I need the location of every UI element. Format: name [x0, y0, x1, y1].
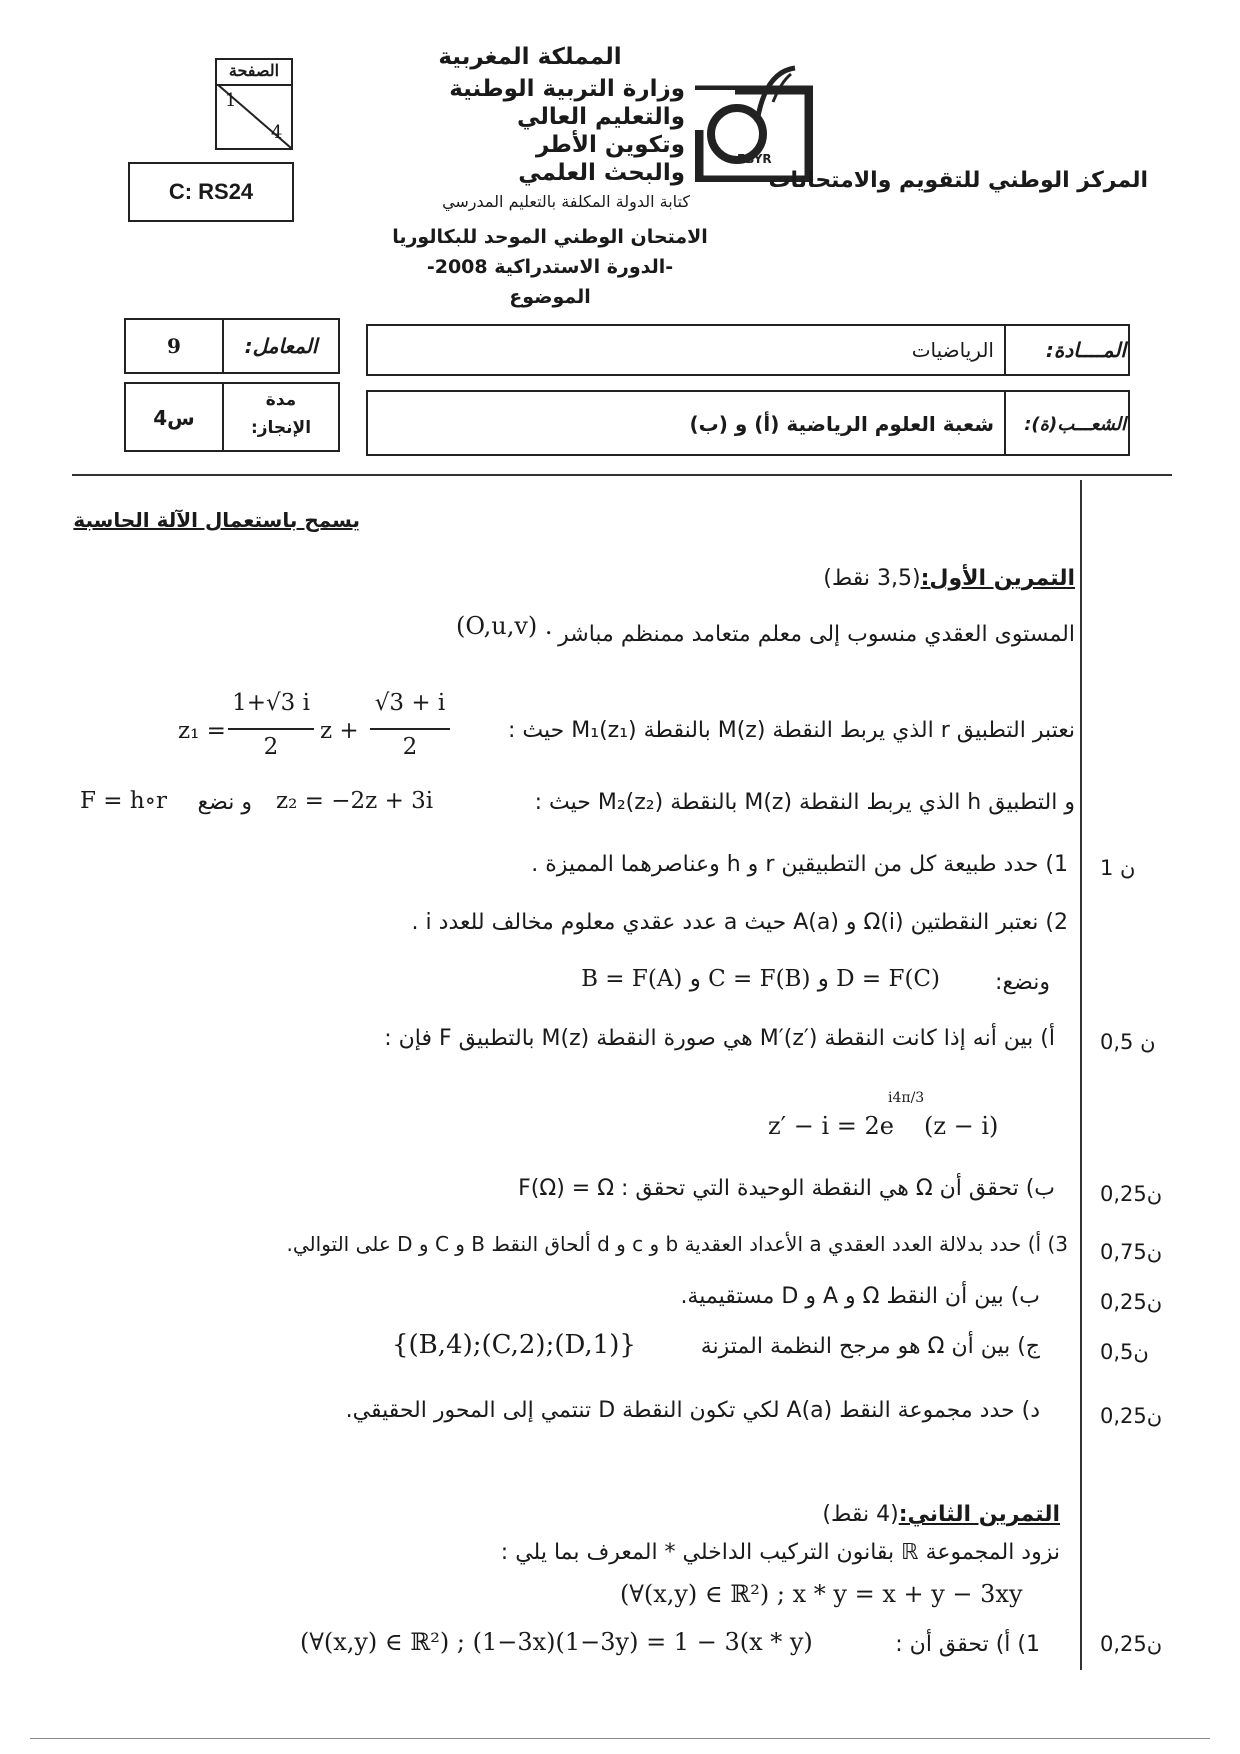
ministry-line-3: وتكوين الأطر — [535, 132, 685, 158]
r-frac2-num: √3 + i — [374, 690, 446, 716]
q2b-points: 0,25ن — [1100, 1182, 1163, 1206]
q2-text: 2) نعتبر النقطتين Ω(i) و A(a) حيث a عدد عقدي معلوم مخالف للعدد i . — [411, 910, 1068, 935]
r-frac1-num: 1+√3 i — [232, 690, 310, 716]
ex1-F-def: F = h∘r — [80, 788, 167, 814]
ex2-q1a-text: 1) أ) تحقق أن : — [895, 1632, 1040, 1657]
q3d-text: د) حدد مجموعة النقط A(a) لكي تكون النقطة D تنتمي إلى المحور الحقيقي. — [345, 1398, 1040, 1423]
q3d-points: 0,25ن — [1100, 1404, 1163, 1428]
r-lhs: z₁ = — [178, 718, 226, 744]
ex1-points: (3,5 نقط) — [823, 566, 921, 591]
ministry-line-1: وزارة التربية الوطنية — [449, 76, 685, 102]
ministry-line-4: والبحث العلمي — [518, 160, 685, 186]
ex2-q1a-points: 0,25ن — [1100, 1632, 1163, 1656]
coefficient-box — [124, 318, 340, 374]
q2a-formula — [768, 1082, 1008, 1152]
ex1-r-text: نعتبر التطبيق r الذي يربط النقطة M(z) بالنقطة M₁(z₁) حيث : — [508, 718, 1075, 743]
q2-let: ونضع: — [995, 970, 1050, 995]
q2a-exponent: i4π/3 — [888, 1090, 925, 1106]
ex1-intro — [300, 622, 1075, 647]
q2a-points: 0,5 ن — [1100, 1030, 1156, 1054]
ex1-frame — [456, 612, 553, 640]
evaluation-center: المركز الوطني للتقويم والامتحانات — [768, 168, 1148, 193]
ex1-r-formula — [178, 690, 468, 770]
page-number-box — [215, 58, 293, 150]
ex2-law: (∀(x,y) ∈ ℝ²) ; x * y = x + y − 3xy — [620, 1580, 1023, 1608]
r-frac1-den: 2 — [263, 734, 279, 760]
kingdom-title: المملكة المغربية — [438, 44, 622, 70]
branch-value: شعبة العلوم الرياضية (أ) و (ب) — [689, 412, 994, 436]
q3a-text: 3) أ) حدد بدلالة العدد العقدي a الأعداد العقدية b و c و d ألحاق النقط B و C و D على التوالي. — [286, 1232, 1068, 1256]
ex1-h-and: و نضع — [197, 790, 252, 815]
subject-box — [366, 324, 1130, 376]
q2a-rhs: (z − i) — [924, 1112, 999, 1140]
ex2-points: (4 نقط) — [822, 1502, 899, 1527]
ex1-intro-text: المستوى العقدي منسوب إلى معلم متعامد ممنظم مباشر — [558, 622, 1075, 647]
ex1-intro-math: (O,u,v) . — [456, 612, 553, 640]
ex2-title: التمرين الثاني: — [898, 1502, 1060, 1527]
coefficient-label: المعامل: — [244, 334, 318, 358]
q3b-text: ب) بين أن النقط Ω و A و D مستقيمية. — [680, 1284, 1040, 1309]
footer-rule — [30, 1738, 1210, 1739]
duration-value: 4س — [153, 406, 195, 430]
secretariat: كتابة الدولة المكلفة بالتعليم المدرسي — [442, 192, 690, 211]
margin-line — [1080, 480, 1082, 1670]
duration-box — [124, 382, 340, 452]
calculator-note-text: يسمح باستعمال الآلة الحاسبة — [73, 508, 360, 532]
q1-points: 1 ن — [1100, 856, 1136, 880]
header-divider — [72, 474, 1172, 476]
ex2-heading — [700, 1502, 1060, 1527]
q3c-math: {(B,4);(C,2);(D,1)} — [392, 1330, 636, 1360]
exam-subject-word: الموضوع — [509, 286, 591, 308]
exam-title: الامتحان الوطني الموحد للبكالوريا — [392, 226, 708, 248]
exam-code-box — [128, 162, 294, 222]
branch-label: الشعـــب(ة): — [1024, 414, 1126, 435]
q3b-points: 0,25ن — [1100, 1290, 1163, 1314]
q2b-text: ب) تحقق أن Ω هي النقطة الوحيدة التي تحقق : F(Ω) = Ω — [518, 1176, 1055, 1201]
calculator-note — [50, 508, 360, 532]
ex1-h-text: و التطبيق h الذي يربط النقطة M(z) بالنقطة M₂(z₂) حيث : — [534, 790, 1075, 815]
q3a-points: 0,75ن — [1100, 1240, 1163, 1264]
logo-text: FBYR — [737, 152, 772, 166]
q2-defs: B = F(A) و C = F(B) و D = F(C) — [581, 966, 940, 992]
coefficient-value: 9 — [167, 334, 181, 358]
r-frac2-den: 2 — [402, 734, 418, 760]
duration-label-2: الإنجاز: — [250, 418, 312, 438]
subject-value: الرياضيات — [911, 338, 994, 362]
q3c-points: 0,5ن — [1100, 1340, 1149, 1364]
ex1-h-formula: z₂ = −2z + 3i — [276, 788, 434, 814]
ex1-title: التمرين الأول: — [920, 566, 1075, 591]
q3c-text: ج) بين أن Ω هو مرجح النظمة المتزنة — [700, 1334, 1040, 1359]
ex1-heading — [700, 566, 1075, 591]
q2a-text: أ) بين أنه إذا كانت النقطة M′(z′) هي صورة النقطة M(z) بالتطبيق F فإن : — [384, 1026, 1055, 1051]
page-total: 4 — [271, 122, 283, 143]
center-logo — [695, 62, 813, 182]
page-box-label: الصفحة — [217, 60, 291, 86]
q2a-lhs: z′ − i = 2e — [768, 1112, 894, 1140]
page-current: 1 — [225, 90, 237, 111]
duration-label-1: مدة — [265, 390, 297, 410]
exam-code: C: RS24 — [168, 179, 254, 204]
ex2-intro: نزود المجموعة ℝ بقانون التركيب الداخلي * المعرف بما يلي : — [500, 1540, 1060, 1565]
exam-session: -الدورة الاستدراكية 2008- — [426, 256, 674, 278]
subject-label: المــــادة: — [1045, 338, 1126, 362]
ex2-q1a-math: (∀(x,y) ∈ ℝ²) ; (1−3x)(1−3y) = 1 − 3(x * y) — [300, 1628, 813, 1656]
q1-text: 1) حدد طبيعة كل من التطبيقين r و h وعناصرهما المميزة . — [531, 852, 1068, 877]
branch-box — [366, 390, 1130, 456]
ministry-line-2: والتعليم العالي — [516, 104, 685, 130]
r-mid: z + — [320, 718, 359, 744]
